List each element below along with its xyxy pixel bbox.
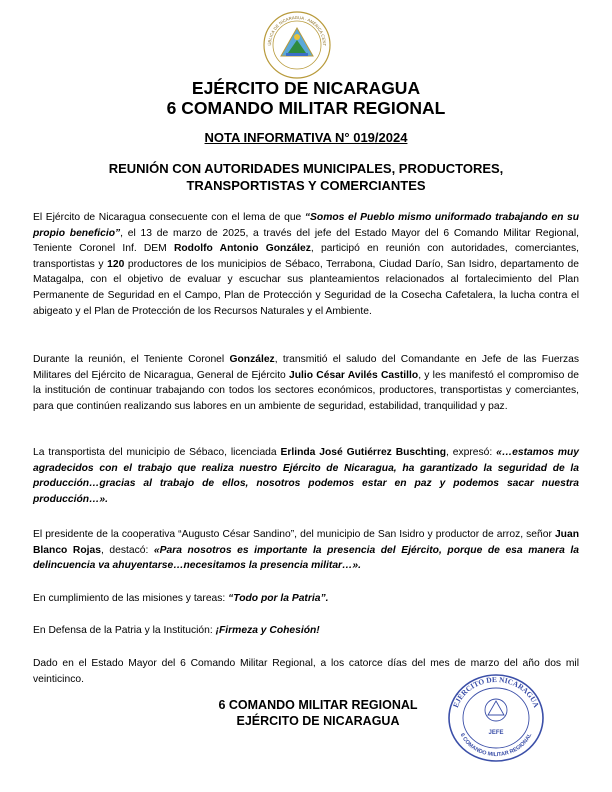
p3-speaker-name: Erlinda José Gutiérrez Buschting [280,447,447,458]
command-name: 6 COMANDO MILITAR REGIONAL [166,98,446,118]
p2-text-c: , transmitió el saludo del Comandante en Jefe de las Fuerzas Militares del Ejército de Nicaragua, General de Ejército [33,354,580,381]
p5-slogan: “Todo por la Patria”. [228,593,329,604]
document-subject: REUNIÓN CON AUTORIDADES MUNICIPALES, PRODUCTORES, TRANSPORTISTAS Y COMERCIANTES [108,161,504,193]
stamp-ring-bottom: 6 COMANDO MILITAR REGIONAL [458,732,534,759]
p2-commander-name: Julio César Avilés Castillo [289,369,419,381]
paragraph-6 [33,623,579,639]
p1-text-a: El Ejército de Nicaragua consecuente con el lema de que [33,212,305,223]
p1-text-e: , participó en reunión con autoridades, comerciantes, transportistas y [33,243,579,270]
p4-text-c: , destacó: [100,544,154,556]
paragraph-7-closing: Dado en el Estado Mayor del 6 Comando Militar Regional, a los catorce días del mes de marzo del año dos mil veinticinco. [33,658,579,685]
p1-text-g: productores de los municipios de Sébaco, Terrabona, Ciudad Darío, San Isidro, departamento de Matagalpa, con el objetivo de evaluar y escuchar sus planteamientos relacionados al fortalecimiento del Plan Permanente de Seguridad en el Campo, Plan de Protección y Seguridad de la Cosecha Cafetalera, la lucha contra el abigeato y el Plan de Protección de los Recursos Naturales y el Ambiente. [33,258,579,317]
official-stamp-icon [446,672,546,764]
p4-quote: «Para nosotros es importante la presencia del Ejército, porque de esa manera la delincuencia va ahuyentarse…necesitamos la presencia militar…». [33,544,580,572]
p3-quote: «…estamos muy agradecidos con el trabajo que realiza nuestro Ejército de Nicaragua, ha garantizado la seguridad de la producción…gracias al trabajo de ellos, nosotros podemos estar en paz y podemos sacar nuestra producción…». [33,447,580,505]
stamp-ring-top: EJÉRCITO DE NICARAGUA [450,674,542,709]
signature-line-2: EJÉRCITO DE NICARAGUA [236,714,400,728]
paragraph-4 [33,527,579,574]
p1-text-c: , el 13 de marzo de 2025, a través del jefe del Estado Mayor del 6 Comando Militar Regional, Teniente Coronel Inf. DEM [33,227,579,255]
document-title: NOTA INFORMATIVA N° 019/2024 [204,130,408,145]
svg-text:EJÉRCITO DE NICARAGUA [451,675,541,709]
p3-text-c: , expresó: [446,447,497,458]
p6-text-a: En Defensa de la Patria y la Institución: [33,625,216,636]
seal-text: ÚBLICA DE NICARAGUA · AMÉRICA CENT [266,14,328,47]
paragraph-2 [33,352,579,414]
p1-officer-name: Rodolfo Antonio González [173,243,311,255]
p2-text-a: Durante la reunión, el Teniente Coronel [33,354,230,365]
p4-text-a: El presidente de la cooperativa “Augusto César Sandino”, del municipio de San Isidro y productor de arroz, señor [33,529,555,540]
p3-text-a: La transportista del municipio de Sébaco, licenciada [33,447,281,458]
p2-text-e: , y les manifestó el compromiso de la institución de continuar trabajando con todos los sectores económicos, productores, transportistas y comerciantes, para que continúen realizando sus labores en un ambiente de seguridad, estabilidad, tranquilidad y paz. [33,369,580,412]
stamp-center-text: JEFE [488,730,504,736]
organization-name: EJÉRCITO DE NICARAGUA [191,78,421,98]
p4-speaker-name: Juan Blanco Rojas [33,529,579,556]
paragraph-1 [33,210,579,319]
p6-slogan: ¡Firmeza y Cohesión! [215,625,320,636]
coat-of-arms-icon [262,10,332,80]
paragraph-3 [33,445,579,507]
p1-motto: “Somos el Pueblo mismo uniformado trabajando en su propio beneficio” [33,212,579,239]
p1-producer-count: 120 [107,258,125,270]
p5-text-a: En cumplimiento de las misiones y tareas: [33,593,229,604]
signature-line-1: 6 COMANDO MILITAR REGIONAL [218,698,418,712]
p2-officer-name: González [229,354,275,365]
paragraph-5 [33,591,579,607]
